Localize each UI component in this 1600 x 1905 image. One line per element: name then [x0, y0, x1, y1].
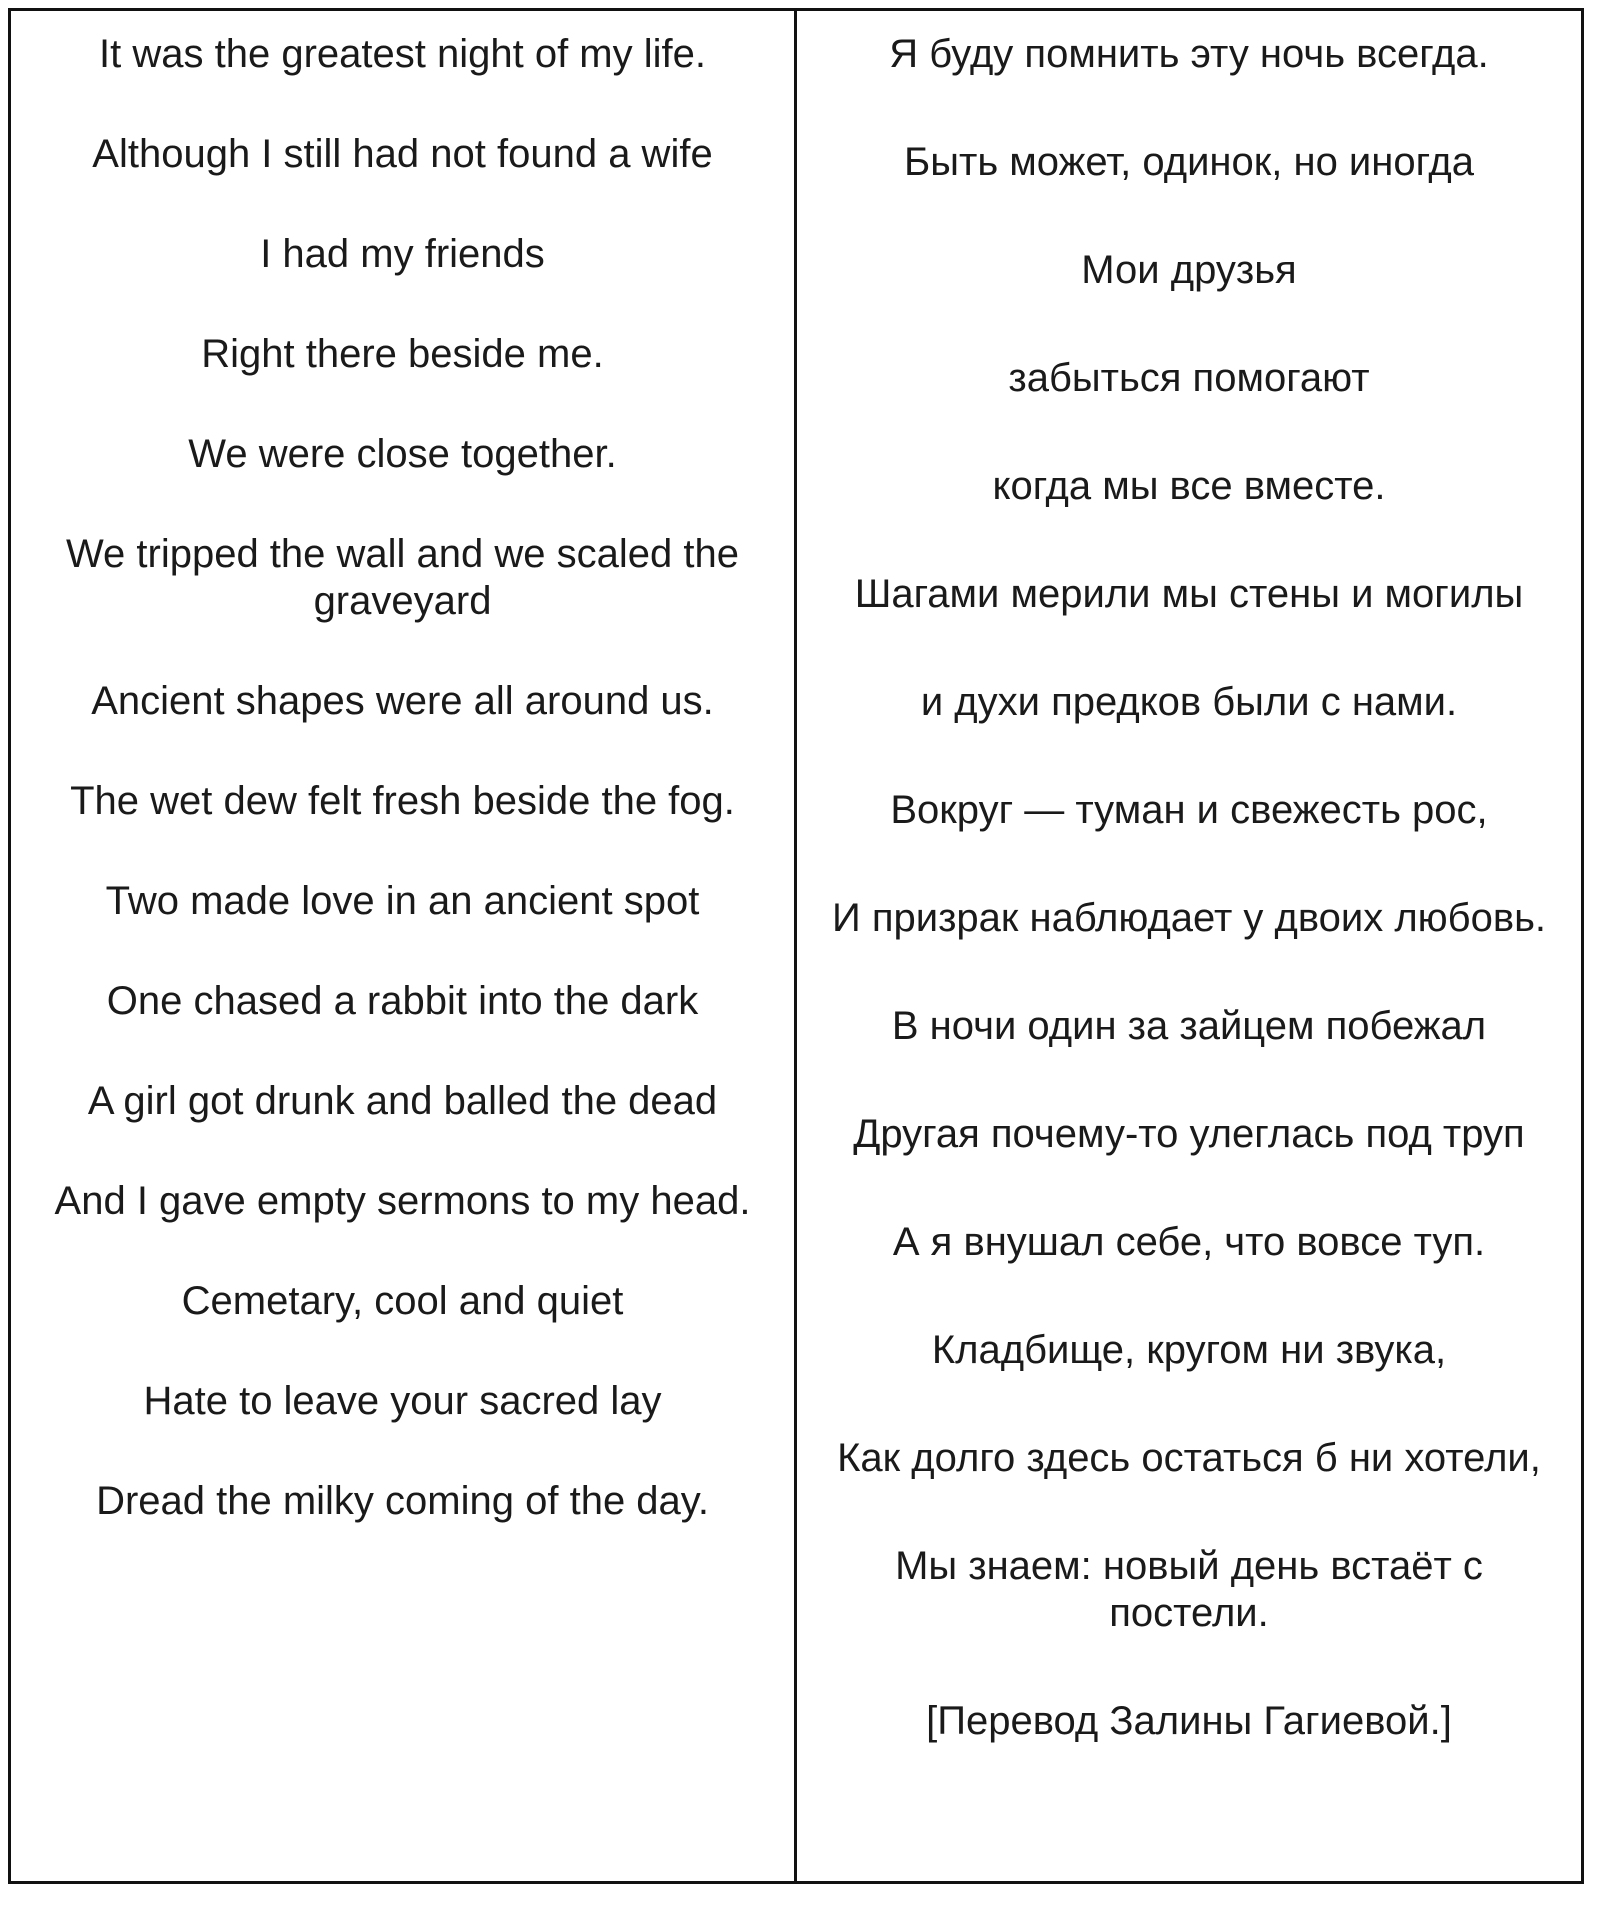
- english-line: I had my friends: [260, 232, 545, 276]
- english-line: We tripped the wall and we scaled the graveyard: [66, 532, 739, 623]
- russian-line: В ночи один за зайцем побежал: [891, 1004, 1487, 1048]
- russian-line: Как долго здесь остаться б ни хотели,: [837, 1436, 1541, 1480]
- english-line: Right there beside me.: [201, 332, 604, 376]
- russian-line: А я внушал себе, что вовсе туп.: [892, 1220, 1486, 1264]
- russian-line: Кладбище, кругом ни звука,: [931, 1328, 1447, 1372]
- russian-line: когда мы все вместе.: [992, 464, 1386, 508]
- english-line: It was the greatest night of my life.: [99, 32, 706, 76]
- russian-line: Мои друзья: [1081, 248, 1297, 292]
- english-column: [11, 11, 797, 1881]
- english-line: Hate to leave your sacred lay: [143, 1379, 662, 1423]
- russian-line: забыться помогают: [1008, 356, 1370, 400]
- english-line: Ancient shapes were all around us.: [91, 679, 714, 723]
- poem-table: [8, 8, 1584, 1884]
- english-line: Two made love in an ancient spot: [105, 879, 700, 923]
- english-line: Cemetary, cool and quiet: [181, 1279, 624, 1323]
- english-line: We were close together.: [188, 432, 617, 476]
- english-line: Dread the milky coming of the day.: [96, 1479, 709, 1523]
- russian-line: Мы знаем: новый день встаёт с постели.: [895, 1544, 1483, 1635]
- english-line: And I gave empty sermons to my head.: [54, 1179, 751, 1223]
- russian-line: Я буду помнить эту ночь всегда.: [889, 32, 1489, 76]
- english-line: A girl got drunk and balled the dead: [87, 1079, 718, 1123]
- russian-column: [797, 11, 1581, 1881]
- russian-line: И призрак наблюдает у двоих любовь.: [831, 896, 1547, 940]
- russian-line: Вокруг — туман и свежесть рос,: [890, 788, 1488, 832]
- english-line: The wet dew felt fresh beside the fog.: [70, 779, 735, 823]
- russian-line: Другая почему-то улеглась под труп: [853, 1112, 1525, 1156]
- russian-line: Шагами мерили мы стены и могилы: [854, 572, 1524, 616]
- russian-line: Быть может, одинок, но иногда: [904, 140, 1474, 184]
- english-line: Although I still had not found a wife: [92, 132, 713, 176]
- english-line: One chased a rabbit into the dark: [106, 979, 699, 1023]
- translator-credit: [Перевод Залины Гагиевой.]: [926, 1699, 1452, 1743]
- russian-line: и духи предков были с нами.: [920, 680, 1458, 724]
